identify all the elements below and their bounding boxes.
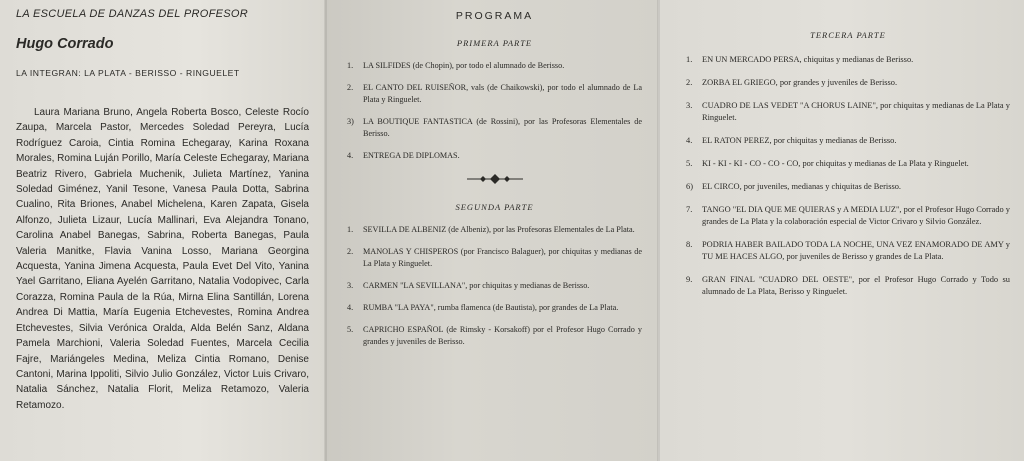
program-item-number: 1. [347, 61, 354, 70]
program-item [686, 204, 1010, 228]
segunda-parte-title: SEGUNDA PARTE [455, 202, 534, 212]
members-list: Laura Mariana Bruno, Angela Roberta Bosco, Celeste Rocío Zaupa, Marcela Pastor, Mercedes Soledad Pereyra, Lucía Rodríguez Caroia, Cintia Romina Echegaray, Karina Roxana Morales, Romina Luján Porillo, María Celeste Echegaray, Mariana Beatriz Rivero, Gabriela Muchenik, Julieta Martínez, Yanina Soledad Giménez, Yanil Tesone, Vanesa Paula Dotta, Sabrina Cualino, Rita Briones, Anabel Michelena, Karen Zapata, Gisela Alfonzo, Julieta Lizaur, Lucía Mallinari, Eva Alejandra Tonano, Carolina Anabel Banegas, Sabrina, Roberta Banegas, Paula Valeria Manitke, Flavia Vanina Losso, Mariana Georgina Acquesta, Yanina Jimena Acquesta, Paula Evet Del Vito, Yanina Yael Garritano, Eliana Ayelén Garritano, Natalia Vodopivec, Carla Corazza, Romina Paula de la Rúa, Mirna Elina Santillán, Lorena Andrea Di Mattia, María Eugenia Etchevestes, Romina Andrea Etchevestes, Silvia Verónica Oralda, Alda Belén Sanz, Aldana Pamela Marchioni, Valeria Soledad Fuentes, Marcela Cecilia Fajre, Mariángeles Medina, Meliza Cintia Romano, Denise Cantoni, Marina Ippoliti, Silvio Julio González, Victor Luis Crivaro, Natalia Sánchez, Natalia Florit, Meliza Retamozo, Valeria Retamozo. [16, 107, 309, 411]
primera-parte-title: PRIMERA PARTE [456, 38, 533, 48]
program-item [686, 274, 1010, 298]
program-item-text: EL CANTO DEL RUISEÑOR, vals (de Chaikowski), por todo el alumnado de La Plata y Ringuelet. [363, 83, 642, 104]
program-item-number: 3) [347, 117, 354, 126]
program-item-number: 5. [686, 159, 693, 168]
primera-parte-list [347, 60, 642, 162]
program-item [347, 82, 642, 106]
right-panel [658, 0, 1024, 461]
program-item-text: LA SILFIDES (de Chopin), por todo el alumnado de Berisso. [363, 61, 565, 70]
tercera-parte-list [686, 54, 1010, 298]
program-item-text: ZORBA EL GRIEGO, por grandes y juveniles de Berisso. [702, 78, 898, 87]
program-item-text: EN UN MERCADO PERSA, chiquitas y medianas de Berisso. [702, 55, 914, 64]
program-item-number: 2. [686, 78, 693, 87]
program-item [347, 246, 642, 270]
program-item-number: 3. [686, 101, 693, 110]
program-item [347, 224, 642, 236]
program-item-text: CARMEN "LA SEVILLANA", por chiquitas y medianas de Berisso. [363, 281, 590, 290]
fold-line [657, 0, 660, 461]
program-item-text: SEVILLA DE ALBENIZ (de Albeniz), por las Profesoras Elementales de La Plata. [363, 225, 635, 234]
program-item-text: TANGO "EL DIA QUE ME QUIERAS y A MEDIA LUZ", por el Profesor Hugo Corrado y grandes de La Plata y la colaboración especial de Victor Crivaro y Silvio González. [702, 205, 1010, 226]
program-item [347, 150, 642, 162]
program-item-text: KI - KI - KI - CO - CO - CO, por chiquitas y medianas de La Plata y Ringuelet. [702, 159, 969, 168]
program-item-number: 6) [686, 182, 693, 191]
program-item-text: GRAN FINAL "CUADRO DEL OESTE", por el Profesor Hugo Corrado y Todo su alumnado de La Plata, Berisso y Ringuelet. [702, 275, 1010, 296]
program-item-number: 4. [347, 151, 354, 160]
program-item-number: 9. [686, 275, 693, 284]
program-item [347, 280, 642, 292]
fold-line [324, 0, 327, 461]
program-item-text: MANOLAS Y CHISPEROS (por Francisco Balaguer), por chiquitas y medianas de La Plata y Ringuelet. [363, 247, 642, 268]
programa-title: PROGRAMA [455, 10, 534, 22]
program-item [686, 100, 1010, 124]
program-item-number: 2. [347, 247, 354, 256]
segunda-parte-list [347, 224, 642, 348]
program-item [347, 324, 642, 348]
program-item-text: CUADRO DE LAS VEDET "A CHORUS LAINE", por chiquitas y medianas de La Plata y Ringuelet. [702, 101, 1010, 122]
program-item-text: LA BOUTIQUE FANTASTICA (de Rossini), por las Profesoras Elementales de Berisso. [363, 117, 642, 138]
program-item-number: 7. [686, 205, 693, 214]
program-item [347, 60, 642, 72]
program-item-number: 2. [347, 83, 354, 92]
program-item [686, 158, 1010, 170]
program-item-text: EL CIRCO, por juveniles, medianas y chiquitas de Berisso. [702, 182, 902, 191]
program-item-number: 4. [686, 136, 693, 145]
director-name: Hugo Corrado [16, 36, 114, 52]
program-item-text: RUMBA "LA PAYA", rumba flamenca (de Bautista), por grandes de La Plata. [363, 303, 619, 312]
program-item-number: 5. [347, 325, 354, 334]
program-item [686, 135, 1010, 147]
program-item [686, 239, 1010, 263]
program-item-number: 1. [347, 225, 354, 234]
middle-panel [325, 0, 658, 461]
program-item-text: ENTREGA DE DIPLOMAS. [363, 151, 460, 160]
ornament-divider [347, 172, 642, 186]
program-item-text: CAPRICHO ESPAÑOL (de Rimsky - Korsakoff) por el Profesor Hugo Corrado y grandes y juveniles de Berisso. [363, 325, 642, 346]
ornament-icon [465, 173, 525, 185]
program-item [686, 77, 1010, 89]
program-item-text: EL RATON PEREZ, por chiquitas y medianas de Berisso. [702, 136, 897, 145]
left-panel [0, 0, 325, 461]
program-item [347, 116, 642, 140]
program-item [686, 181, 1010, 193]
program-item-number: 8. [686, 240, 693, 249]
tercera-parte-title: TERCERA PARTE [810, 30, 886, 40]
program-item [686, 54, 1010, 66]
program-item-number: 1. [686, 55, 693, 64]
program-item-text: PODRIA HABER BAILADO TODA LA NOCHE, UNA VEZ ENAMORADO DE AMY y TU ME HACES ALGO, por juveniles de Berisso y grandes de La Plata. [702, 240, 1010, 261]
school-heading: LA ESCUELA DE DANZAS DEL PROFESOR [16, 8, 248, 20]
locations-line: LA INTEGRAN: LA PLATA - BERISSO - RINGUELET [16, 68, 240, 78]
program-item [347, 302, 642, 314]
program-item-number: 4. [347, 303, 354, 312]
program-item-number: 3. [347, 281, 354, 290]
